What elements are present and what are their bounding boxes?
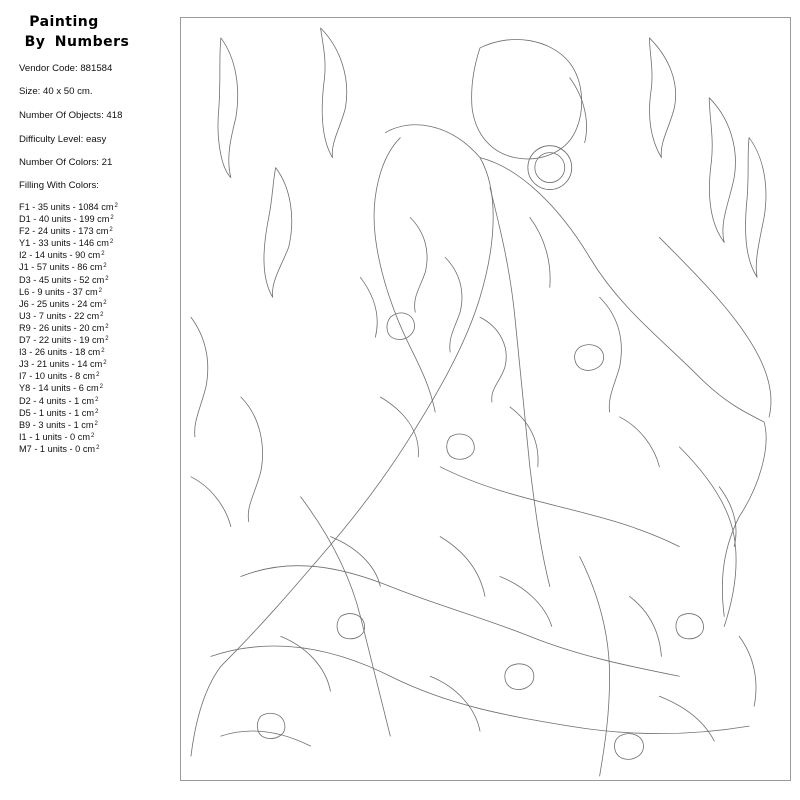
filling-text: L6 - 9 units - 37 cm xyxy=(19,286,98,297)
blob-4 xyxy=(505,664,534,690)
filling-text: J3 - 21 units - 14 cm xyxy=(19,359,103,370)
filling-item xyxy=(19,260,118,272)
filling-text: J1 - 57 units - 86 cm xyxy=(19,262,103,273)
filling-text: D5 - 1 units - 1 cm xyxy=(19,407,95,418)
arm-left xyxy=(374,138,435,412)
filling-unit-exponent: 2 xyxy=(103,263,107,270)
filling-item xyxy=(19,309,118,321)
filling-text: U3 - 7 units - 22 cm xyxy=(19,310,100,321)
torso-line xyxy=(490,188,550,587)
filling-item xyxy=(19,345,118,357)
filling-item xyxy=(19,406,118,418)
bg-shape-2 xyxy=(264,168,292,298)
blob-8 xyxy=(447,434,475,459)
blob-3 xyxy=(337,614,365,639)
filling-item xyxy=(19,212,118,224)
filling-unit-exponent: 2 xyxy=(101,348,105,355)
filling-unit-exponent: 2 xyxy=(105,323,109,330)
filling-unit-exponent: 2 xyxy=(105,336,109,343)
figure-head xyxy=(472,40,582,159)
filling-unit-exponent: 2 xyxy=(110,215,114,222)
filling-text: D1 - 40 units - 199 cm xyxy=(19,214,110,225)
filling-unit-exponent: 2 xyxy=(95,396,99,403)
filling-item xyxy=(19,200,118,212)
bg-shape-3 xyxy=(709,98,735,243)
hip-line xyxy=(440,467,679,547)
filling-text: I2 - 14 units - 90 cm xyxy=(19,250,101,261)
filling-text: I7 - 10 units - 8 cm xyxy=(19,371,96,382)
size-info: Size: 40 x 50 cm. xyxy=(19,86,93,97)
filling-item xyxy=(19,273,118,285)
contour-18 xyxy=(221,731,311,746)
filling-text: D2 - 4 units - 1 cm xyxy=(19,395,95,406)
filling-item xyxy=(19,224,118,236)
bg-shape-8 xyxy=(241,397,263,522)
contour-3 xyxy=(480,317,506,402)
filling-unit-exponent: 2 xyxy=(98,287,102,294)
contour-8 xyxy=(500,577,552,627)
bg-shape-9 xyxy=(191,477,231,527)
filling-item xyxy=(19,297,118,309)
filling-unit-exponent: 2 xyxy=(101,251,105,258)
filling-text: I1 - 1 units - 0 cm xyxy=(19,431,90,442)
colors-count: Number Of Colors: 21 xyxy=(19,157,113,168)
contour-10 xyxy=(281,636,331,691)
filling-item xyxy=(19,430,118,442)
bg-shape-1 xyxy=(218,38,238,178)
filling-item xyxy=(19,333,118,345)
filling-unit-exponent: 2 xyxy=(99,384,103,391)
filling-item xyxy=(19,321,118,333)
contour-4 xyxy=(600,297,622,412)
contour-12 xyxy=(659,696,714,741)
filling-list xyxy=(19,200,118,454)
bg-shape-5 xyxy=(321,28,347,158)
filling-item xyxy=(19,442,118,454)
contour-5 xyxy=(380,397,418,457)
contour-6 xyxy=(331,537,381,587)
info-sidebar xyxy=(0,0,172,800)
filling-unit-exponent: 2 xyxy=(103,299,107,306)
coloring-canvas xyxy=(180,17,791,781)
filling-unit-exponent: 2 xyxy=(114,203,118,209)
filling-item xyxy=(19,381,118,393)
filling-unit-exponent: 2 xyxy=(95,408,99,415)
line-art xyxy=(181,18,790,780)
drape-line-4 xyxy=(580,557,610,776)
filling-text: B9 - 3 units - 1 cm xyxy=(19,419,94,430)
contour-2 xyxy=(445,257,462,352)
contour-1 xyxy=(410,217,427,312)
title-painting: Painting xyxy=(29,14,99,30)
filling-text: M7 - 1 units - 0 cm xyxy=(19,443,96,454)
title-by-numbers: By Numbers xyxy=(24,34,130,50)
filling-text: R9 - 26 units - 20 cm xyxy=(19,322,105,333)
filling-unit-exponent: 2 xyxy=(96,372,100,379)
filling-item xyxy=(19,369,118,381)
pendant-ring-inner xyxy=(535,153,565,183)
bg-shape-4 xyxy=(746,138,766,278)
contour-7 xyxy=(440,537,485,597)
bg-shape-7 xyxy=(191,317,208,437)
filling-item xyxy=(19,285,118,297)
arm-right xyxy=(659,237,771,417)
filling-text: J6 - 25 units - 24 cm xyxy=(19,298,103,309)
filling-unit-exponent: 2 xyxy=(103,360,107,367)
filling-item xyxy=(19,418,118,430)
blob-5 xyxy=(676,614,704,639)
filling-text: F1 - 35 units - 1084 cm xyxy=(19,202,114,212)
filling-item xyxy=(19,357,118,369)
filling-unit-exponent: 2 xyxy=(100,311,104,318)
filling-heading: Filling With Colors: xyxy=(19,180,99,191)
objects-count: Number Of Objects: 418 xyxy=(19,110,123,121)
contour-17 xyxy=(510,407,538,467)
blob-7 xyxy=(614,734,643,760)
filling-unit-exponent: 2 xyxy=(94,420,98,427)
contour-14 xyxy=(620,417,660,467)
filling-text: D7 - 22 units - 19 cm xyxy=(19,335,105,346)
contour-11 xyxy=(430,676,480,731)
filling-item xyxy=(19,236,118,248)
filling-text: Y8 - 14 units - 6 cm xyxy=(19,383,99,394)
filling-unit-exponent: 2 xyxy=(96,444,100,451)
contour-13 xyxy=(530,217,550,287)
drape-line-2 xyxy=(211,646,749,734)
filling-unit-exponent: 2 xyxy=(90,432,95,439)
contour-20 xyxy=(570,78,587,143)
filling-text: Y1 - 33 units - 146 cm xyxy=(19,238,109,249)
blob-2 xyxy=(575,345,604,371)
filling-unit-exponent: 2 xyxy=(105,275,109,282)
bg-shape-6 xyxy=(649,38,675,158)
filling-text: I3 - 26 units - 18 cm xyxy=(19,347,101,358)
filling-text: D3 - 45 units - 52 cm xyxy=(19,274,105,285)
contour-19 xyxy=(739,636,756,706)
knee-line xyxy=(679,447,736,627)
blob-6 xyxy=(257,713,285,738)
contour-15 xyxy=(719,487,736,547)
filling-unit-exponent: 2 xyxy=(109,239,114,246)
filling-item xyxy=(19,248,118,260)
filling-item xyxy=(19,394,118,406)
filling-text: F2 - 24 units - 173 cm xyxy=(19,226,109,237)
drape-line-1 xyxy=(241,566,680,677)
vendor-code: Vendor Code: 881584 xyxy=(19,63,113,74)
filling-unit-exponent: 2 xyxy=(109,227,113,234)
contour-9 xyxy=(630,596,662,656)
contour-16 xyxy=(360,277,377,337)
difficulty-level: Difficulty Level: easy xyxy=(19,134,107,145)
drape-line-3 xyxy=(301,497,391,736)
